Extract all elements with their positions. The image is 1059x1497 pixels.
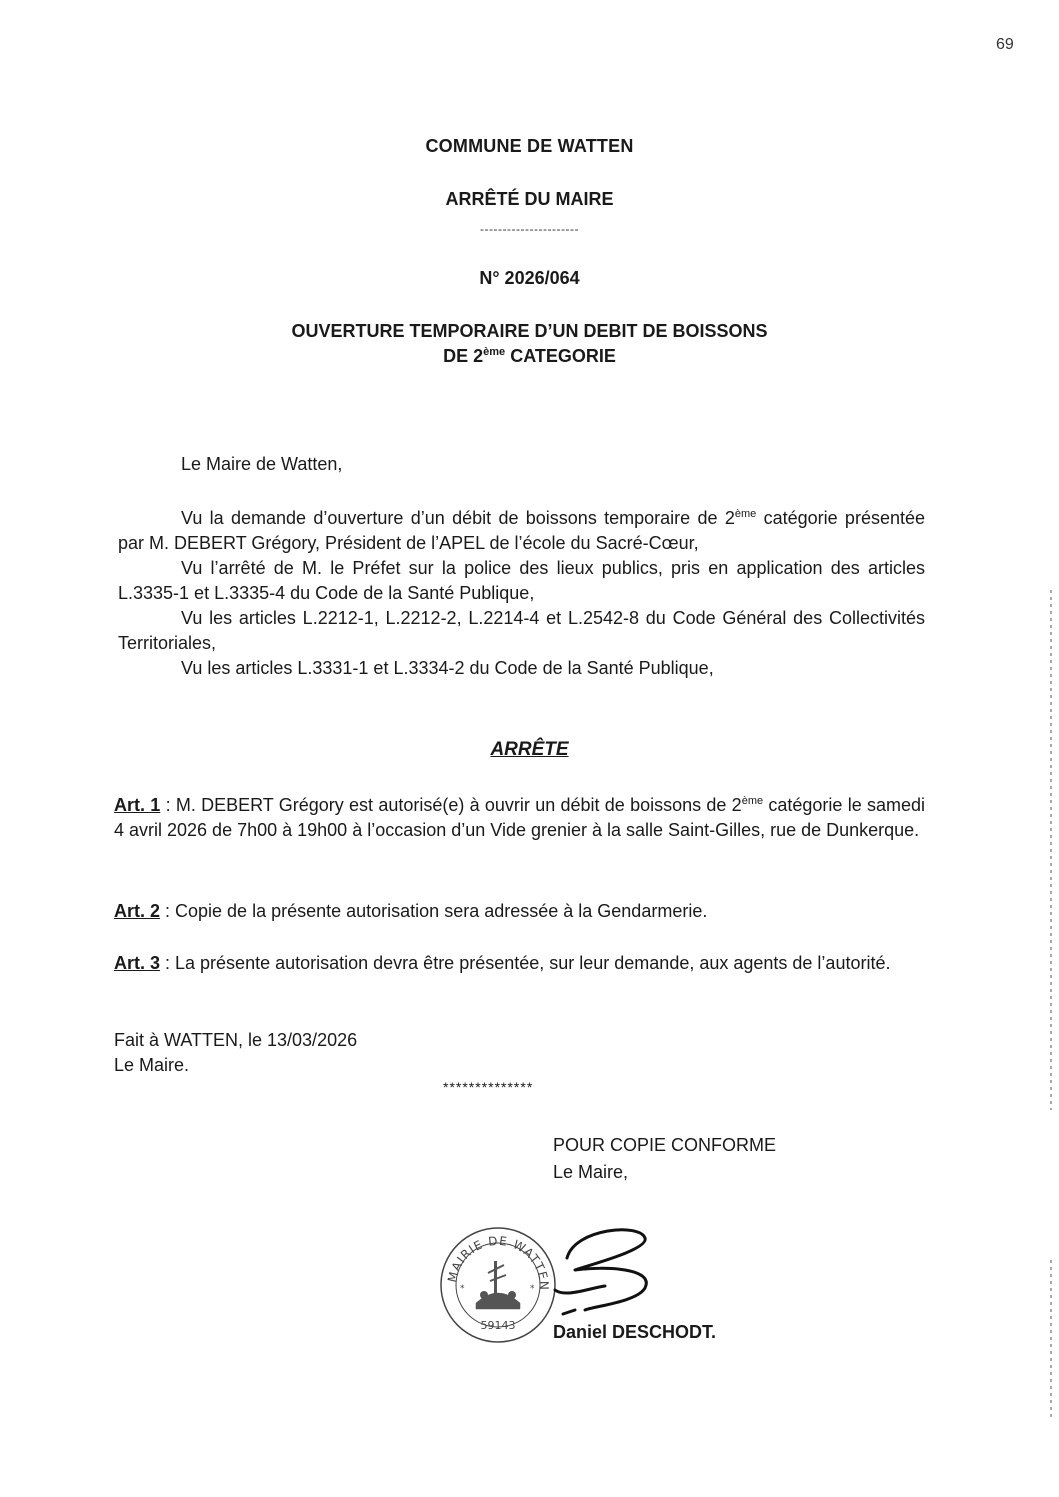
visa-1 bbox=[118, 506, 925, 556]
signataire-first: Daniel bbox=[553, 1322, 608, 1342]
visa-3: Vu les articles L.2212-1, L.2212-2, L.2214-4 et L.2542-8 du Code Général des Collectivités Territoriales, bbox=[118, 608, 925, 653]
maire-intro: Le Maire de Watten, bbox=[181, 454, 343, 474]
article-1-post: catégorie le samedi 4 avril 2026 de 7h00 à 19h00 à l’occasion d’un Vide grenier à la salle Saint-Gilles, rue de Dunkerque. bbox=[114, 795, 926, 840]
scan-edge-mark bbox=[1050, 1260, 1052, 1420]
stars-separator: ************** bbox=[443, 1079, 534, 1095]
arrete-du-maire-heading: ARRÊTÉ DU MAIRE bbox=[445, 189, 614, 209]
article-2-label: Art. 2 bbox=[114, 901, 161, 921]
visa-1-sup: ème bbox=[734, 508, 757, 520]
signature-icon bbox=[545, 1218, 665, 1318]
svg-text:*: * bbox=[460, 1284, 465, 1294]
page-number: 69 bbox=[996, 36, 1014, 53]
article-1 bbox=[114, 793, 925, 843]
visa-4: Vu les articles L.3331-1 et L.3334-2 du Code de la Santé Publique, bbox=[181, 658, 714, 678]
commune-heading: COMMUNE DE WATTEN bbox=[425, 136, 634, 156]
arrete-number: N° 2026/064 bbox=[479, 268, 580, 288]
visa-2: Vu l’arrêté de M. le Préfet sur la police des lieux publics, pris en application des articles L.3335-1 et L.3335-4 du Code de la Santé Publique, bbox=[118, 558, 925, 603]
fait-a-date: Fait à WATTEN, le 13/03/2026 bbox=[114, 1030, 358, 1050]
le-maire-label: Le Maire. bbox=[114, 1055, 190, 1075]
objet-line-1: OUVERTURE TEMPORAIRE D’UN DEBIT DE BOISSONS bbox=[291, 321, 768, 341]
article-1-sup: ème bbox=[741, 795, 764, 807]
header-separator: ---------------------- bbox=[480, 222, 579, 236]
svg-text:59143: 59143 bbox=[480, 1319, 516, 1332]
signataire-last: DESCHODT. bbox=[607, 1322, 717, 1342]
article-3 bbox=[114, 951, 925, 976]
mairie-seal-icon bbox=[438, 1225, 558, 1345]
objet-line-2-pre: DE 2 bbox=[443, 346, 484, 366]
article-1-pre: : M. DEBERT Grégory est autorisé(e) à ouvrir un débit de boissons de 2 bbox=[160, 795, 742, 815]
scan-edge-mark bbox=[1050, 590, 1052, 1110]
svg-text:MAIRIE DE WATTEN: MAIRIE DE WATTEN bbox=[445, 1233, 552, 1292]
article-2 bbox=[114, 899, 925, 924]
objet-line-2-sup: ème bbox=[483, 346, 506, 358]
objet-line-2 bbox=[0, 346, 1059, 367]
objet-line-2-post: CATEGORIE bbox=[505, 346, 616, 366]
svg-text:*: * bbox=[530, 1284, 535, 1294]
visas-block bbox=[118, 506, 925, 681]
arrete-title: ARRÊTE bbox=[490, 739, 569, 760]
visa-1-post: catégorie présentée par M. DEBERT Grégory, Président de l’APEL de l’école du Sacré-Cœur, bbox=[118, 508, 925, 553]
article-3-label: Art. 3 bbox=[114, 953, 161, 973]
copie-le-maire: Le Maire, bbox=[553, 1162, 629, 1182]
article-3-text: : La présente autorisation devra être présentée, sur leur demande, aux agents de l’autorité. bbox=[160, 953, 891, 973]
copie-conforme: POUR COPIE CONFORME bbox=[553, 1135, 777, 1155]
article-2-text: : Copie de la présente autorisation sera adressée à la Gendarmerie. bbox=[160, 901, 708, 921]
visa-1-pre: Vu la demande d’ouverture d’un débit de boissons temporaire de 2 bbox=[181, 508, 735, 528]
signataire-name bbox=[553, 1320, 716, 1345]
article-1-label: Art. 1 bbox=[114, 795, 161, 815]
